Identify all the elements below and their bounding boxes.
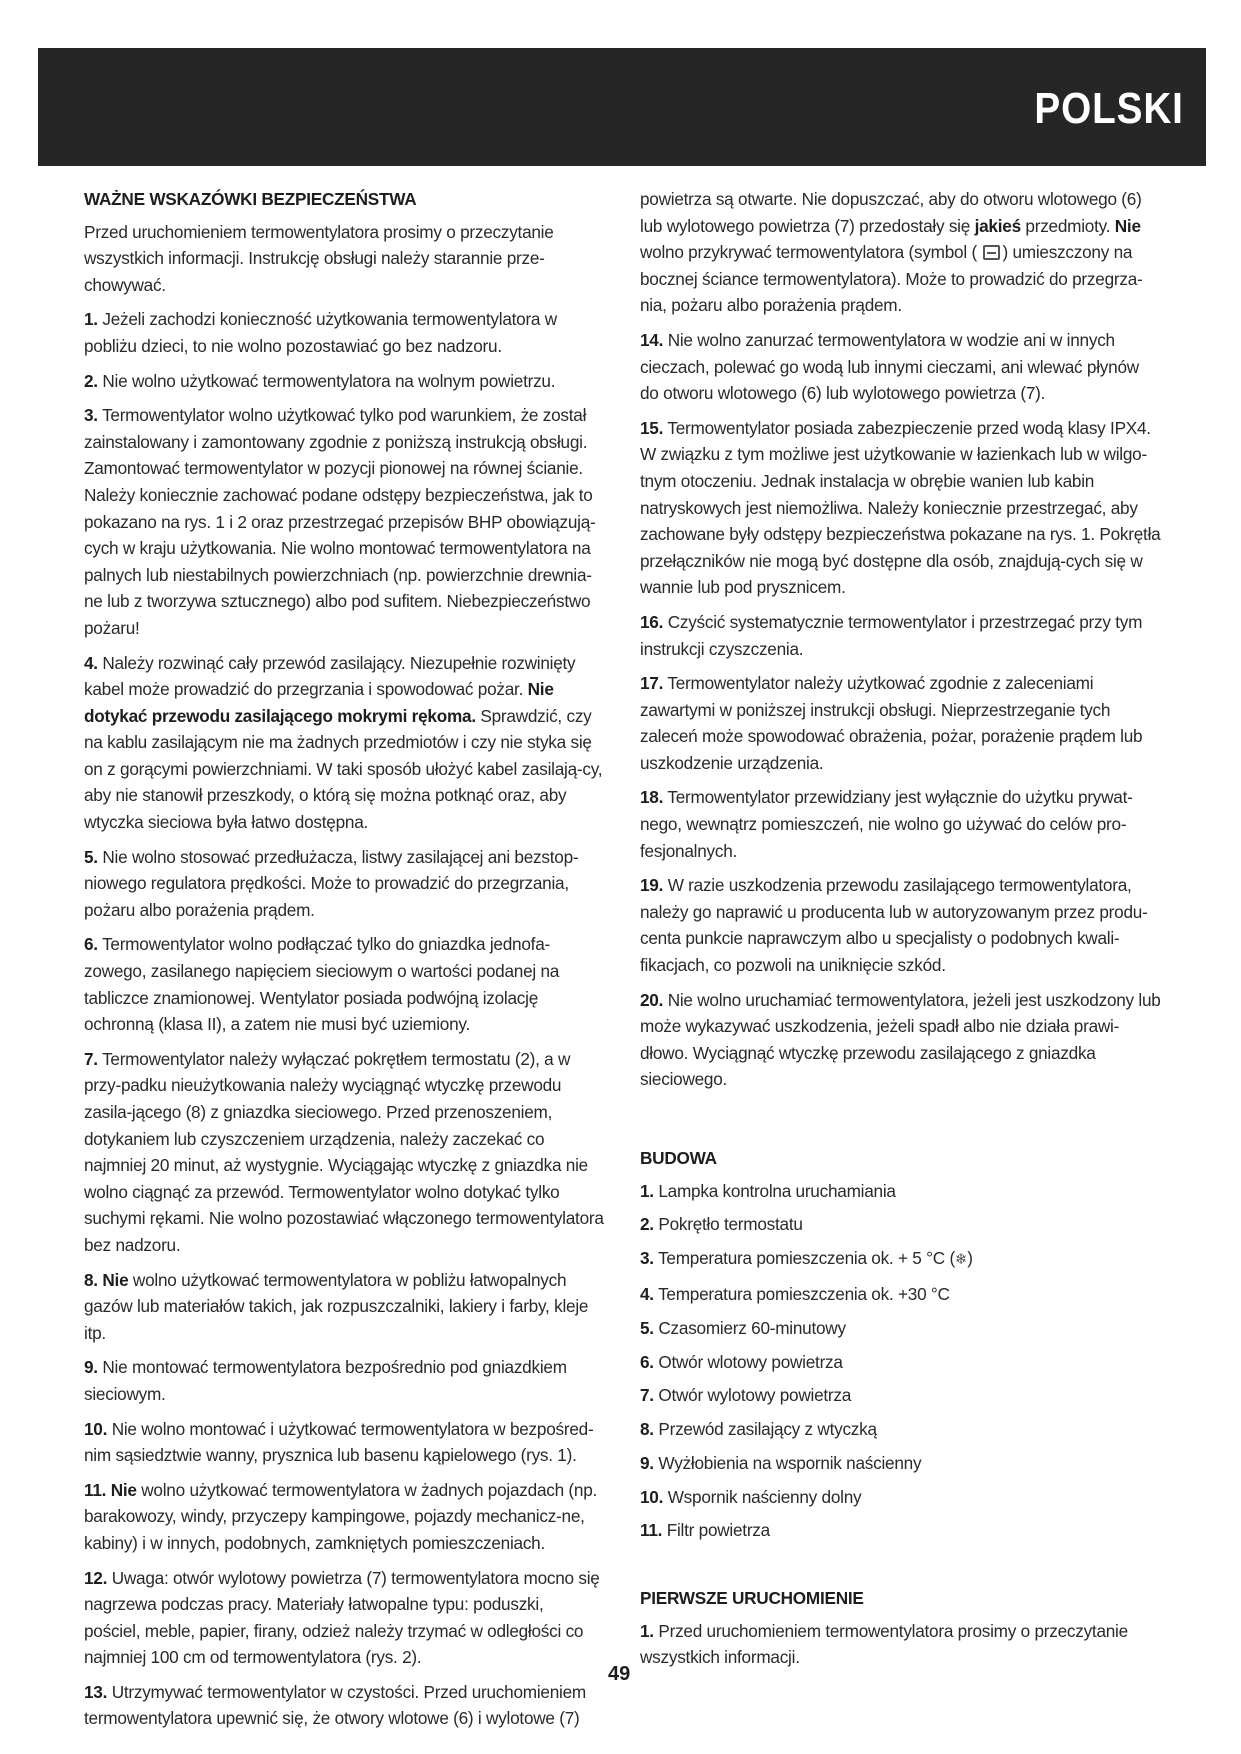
page-number: 49 <box>608 1663 631 1685</box>
item-number: 17. <box>640 673 664 694</box>
item-bold-warning: Nie dotykać przewodu zasilającego mokrymi rękoma. <box>84 679 554 726</box>
safety-item-19 <box>640 872 1162 978</box>
item-text-cont: Sprawdzić, czy na kablu zasilającym nie ma żadnych przedmiotów i czy nie styka się on z gorącymi powierzchniami. W taki sposób ułożyć kabel zasilają-cy, aby nie stanowił przeszkody, o którą się można potknąć oraz, aby wtyczka sieciowa była łatwo dostępna. <box>84 705 603 833</box>
first-use-item-1 <box>640 1618 1162 1671</box>
item-text: Jeżeli zachodzi konieczność użytkowania termowentylatora w pobliżu dzieci, to nie wolno pozostawiać go bez nadzoru. <box>84 309 557 356</box>
item-text-end: ) <box>967 1248 973 1269</box>
item-lead: Nie <box>102 1269 129 1290</box>
item-text: wolno użytkować termowentylatora w pobliżu łatwopalnych gazów lub materiałów takich, jak rozpuszczalniki, lakiery i farby, kleje itp. <box>84 1269 589 1343</box>
item-text: Otwór wlotowy powietrza <box>658 1351 843 1372</box>
item-number: 15. <box>640 417 664 438</box>
item-text: Pokrętło termostatu <box>658 1214 803 1235</box>
budowa-item-10 <box>640 1484 1162 1511</box>
item-text: W razie uszkodzenia przewodu zasilającego termowentylatora, należy go naprawić u producenta lub w autoryzowanym przez produ-centa punkcie naprawczym albo u specjalisty o podobnych kwali-fikacjach, co pozwoli na uniknięcie szkód. <box>640 875 1148 976</box>
item-number: 6. <box>84 934 98 955</box>
safety-item-3 <box>84 402 604 641</box>
item-text: Czasomierz 60-minutowy <box>658 1317 846 1338</box>
safety-item-14 <box>640 327 1162 407</box>
item-number: 1. <box>84 309 98 330</box>
safety-item-6 <box>84 931 604 1037</box>
budowa-item-4 <box>640 1281 1162 1308</box>
budowa-item-3 <box>640 1245 1162 1274</box>
budowa-heading: BUDOWA <box>640 1148 717 1168</box>
item-text: Termowentylator przewidziany jest wyłącznie do użytku prywat-nego, wewnątrz pomieszczeń, nie wolno go używać do celów pro-fesjonalnych. <box>640 787 1133 861</box>
item-text: przedmioty. <box>1025 215 1111 236</box>
item-number: 5. <box>640 1317 654 1338</box>
item-number: 9. <box>640 1452 654 1473</box>
budowa-item-6 <box>640 1349 1162 1376</box>
safety-item-5 <box>84 844 604 924</box>
item-number: 18. <box>640 787 664 808</box>
safety-item-17 <box>640 670 1162 776</box>
budowa-item-11 <box>640 1517 1162 1544</box>
item-number: 10. <box>640 1486 664 1507</box>
item-number: 20. <box>640 989 664 1010</box>
item-text: Temperatura pomieszczenia ok. + 5 °C ( <box>658 1248 955 1269</box>
item-text: Nie montować termowentylatora bezpośrednio pod gniazdkiem sieciowym. <box>84 1357 567 1404</box>
item-text: Nie wolno montować i użytkować termowentylatora w bezpośred-nim sąsiedztwie wanny, prysznica lub basenu kąpielowego (rys. 1). <box>84 1418 594 1466</box>
budowa-item-8 <box>640 1416 1162 1443</box>
item-text: Przewód zasilający z wtyczką <box>658 1419 877 1440</box>
safety-item-7 <box>84 1046 604 1259</box>
safety-heading: WAŻNE WSKAZÓWKI BEZPIECZEŃSTWA <box>84 189 417 209</box>
item-text: powietrza są otwarte. Nie dopuszczać, aby do otworu wlotowego (6) lub wylotowego powietrza (7) przedostały się <box>640 189 1142 236</box>
left-column <box>84 186 604 1740</box>
item-number: 16. <box>640 611 664 632</box>
item-text: Należy rozwinąć cały przewód zasilający. Niezupełnie rozwinięty kabel może prowadzić do przegrzania i spowodować pożar. <box>84 652 576 700</box>
item-number: 1. <box>640 1180 654 1201</box>
item-text: Termowentylator należy użytkować zgodnie z zaleceniami zawartymi w poniższej instrukcji obsługi. Nieprzestrzeganie tych zaleceń może spowodować obrażenia, pożar, porażenie prądem lub uszkodzenie urządzenia. <box>640 673 1143 773</box>
item-number: 3. <box>640 1248 654 1269</box>
safety-item-2 <box>84 368 604 395</box>
budowa-item-7 <box>640 1382 1162 1409</box>
safety-item-4 <box>84 650 604 836</box>
safety-item-15 <box>640 415 1162 601</box>
item-number: 2. <box>84 370 98 391</box>
right-column <box>640 186 1162 1679</box>
item-number: 1. <box>640 1620 654 1641</box>
item-number: 4. <box>84 652 98 673</box>
header-bar <box>38 48 1206 166</box>
item-bold-word: jakieś <box>974 215 1021 236</box>
item-number: 7. <box>84 1048 98 1069</box>
item-number: 11. <box>640 1520 663 1541</box>
safety-item-9 <box>84 1354 604 1407</box>
item-text: Termowentylator wolno użytkować tylko pod warunkiem, że został zainstalowany i zamontowany zgodnie z poniższą instrukcją obsługi. Zamontować termowentylator w pozycji pionowej na równej ścianie. Należy koniecznie zachować podane odstępy bezpieczeństwa, jak to pokazano na rys. 1 i 2 oraz przestrzegać przepisów BHP obowiązują-cych w kraju użytkowania. Nie wolno montować termowentylatora na palnych lub niestabilnych powierzchniach (np. powierzchnie drewnia-ne lub z tworzywa sztucznego) albo pod sufitem. Niebezpieczeństwo pożaru! <box>84 405 596 638</box>
item-text: Wyżłobienia na wspornik naścienny <box>658 1452 922 1473</box>
item-number: 4. <box>640 1283 654 1304</box>
item-text: Nie wolno użytkować termowentylatora na wolnym powietrzu. <box>102 370 556 391</box>
safety-item-16 <box>640 609 1162 662</box>
item-number: 3. <box>84 405 98 426</box>
item-text: Nie wolno stosować przedłużacza, listwy zasilającej ani bezstop-niowego regulatora prędkości. Może to prowadzić do przegrzania, pożaru albo porażenia prądem. <box>84 846 579 920</box>
item-number: 5. <box>84 846 98 867</box>
item-text: Filtr powietrza <box>666 1520 770 1541</box>
item-number: 12. <box>84 1567 108 1588</box>
item-bold-word: Nie <box>1114 215 1141 236</box>
safety-item-13-continued <box>640 186 1162 319</box>
item-number: 8. <box>640 1419 654 1440</box>
safety-intro: Przed uruchomieniem termowentylatora prosimy o przeczytanie wszystkich informacji. Instrukcję obsługi należy starannie prze-chowywać. <box>84 221 554 295</box>
budowa-item-9 <box>640 1450 1162 1477</box>
item-number: 13. <box>84 1681 108 1702</box>
safety-item-10 <box>84 1416 604 1469</box>
item-text: Otwór wylotowy powietrza <box>658 1385 852 1406</box>
item-text: Nie wolno uruchamiać termowentylatora, jeżeli jest uszkodzony lub może wykazywać uszkodzenia, jeżeli spadł albo nie działa prawi-dłowo. Wyciągnąć wtyczkę przewodu zasilającego z gniazdka sieciowego. <box>640 989 1161 1090</box>
budowa-item-5 <box>640 1315 1162 1342</box>
budowa-item-2 <box>640 1211 1162 1238</box>
item-text: Temperatura pomieszczenia ok. +30 °C <box>658 1283 950 1304</box>
item-number: 9. <box>84 1357 98 1378</box>
snowflake-icon: ❄ <box>954 1251 968 1269</box>
item-text: Termowentylator wolno podłączać tylko do gniazdka jednofa-zowego, zasilanego napięciem sieciowym o wartości podanej na tabliczce znamionowej. Wentylator posiada podwójną izolację ochronną (klasa II), a zatem nie musi być uziemiony. <box>84 934 560 1035</box>
item-text: Nie wolno zanurzać termowentylatora w wodzie ani w innych cieczach, polewać go wodą lub innymi cieczami, ani wlewać płynów do otworu wlotowego (6) lub wylotowego powietrza (7). <box>640 329 1139 404</box>
safety-item-12 <box>84 1565 604 1671</box>
safety-item-20 <box>640 987 1162 1093</box>
item-text: Termowentylator należy wyłączać pokrętłem termostatu (2), a w przy-padku nieużytkowania należy wyciągnąć wtyczkę przewodu zasila-jącego (8) z gniazdka sieciowego. Przed przenoszeniem, dotykaniem lub czyszczeniem urządzenia, należy zaczekać co najmniej 20 minut, aż wystygnie. Wyciągając wtyczkę z gniazdka nie wolno ciągnąć za przewód. Termowentylator wolno dotykać tylko suchymi rękami. Nie wolno pozostawiać włączonego termowentylatora bez nadzoru. <box>84 1048 604 1255</box>
item-text: Utrzymywać termowentylator w czystości. Przed uruchomieniem termowentylatora upewnić się, że otwory wlotowe (6) i wylotowe (7) <box>84 1681 586 1729</box>
item-number: 14. <box>640 329 664 350</box>
safety-item-13 <box>84 1679 604 1732</box>
item-text: Wspornik naścienny dolny <box>667 1486 862 1507</box>
item-text: Lampka kontrolna uruchamiania <box>658 1180 896 1201</box>
item-lead: Nie <box>110 1479 137 1500</box>
item-number: 11. <box>84 1479 107 1500</box>
item-text: Czyścić systematycznie termowentylator i przestrzegać przy tym instrukcji czyszczenia. <box>640 611 1143 659</box>
item-text: wolno użytkować termowentylatora w żadnych pojazdach (np. barakowozy, windy, przyczepy kampingowe, pojazdy mechanicz-ne, kabiny) i w innych, podobnych, zamkniętych pomieszczeniach. <box>84 1479 598 1553</box>
item-text: Przed uruchomieniem termowentylatora prosimy o przeczytanie wszystkich informacji. <box>640 1620 1128 1668</box>
item-number: 6. <box>640 1351 654 1372</box>
do-not-cover-icon <box>983 245 1000 260</box>
item-number: 2. <box>640 1214 654 1235</box>
language-label: POLSKI <box>1034 84 1184 133</box>
item-text: Uwaga: otwór wylotowy powietrza (7) termowentylatora mocno się nagrzewa podczas pracy. Materiały łatwopalne typu: poduszki, pościel, meble, papier, firany, odzież należy trzymać w odległości co najmniej 100 cm od termowentylatora (rys. 2). <box>84 1567 600 1668</box>
first-use-heading: PIERWSZE URUCHOMIENIE <box>640 1588 864 1609</box>
item-text: Termowentylator posiada zabezpieczenie przed wodą klasy IPX4. W związku z tym możliwe jest użytkowanie w łazienkach lub w wilgo-tnym otoczeniu. Jednak instalacja w obrębie wanien lub kabin natryskowych jest niemożliwa. Należy koniecznie przestrzegać, aby zachowane były odstępy bezpieczeństwa pokazane na rys. 1. Pokrętła przełączników nie mogą być dostępne dla osób, znajdują-cych się w wannie lub pod prysznicem. <box>640 417 1161 598</box>
item-text: ) umieszczony na bocznej ściance termowentylatora). Może to prowadzić do przegrza-nia, pożaru albo porażenia prądem. <box>640 242 1143 316</box>
safety-item-1 <box>84 306 604 359</box>
item-number: 10. <box>84 1418 108 1439</box>
item-number: 8. <box>84 1269 98 1290</box>
item-text: wolno przykrywać termowentylatora (symbol ( <box>640 242 977 263</box>
safety-item-11 <box>84 1477 604 1557</box>
budowa-item-1 <box>640 1178 1162 1205</box>
safety-item-8 <box>84 1267 604 1347</box>
item-number: 19. <box>640 875 664 896</box>
item-number: 7. <box>640 1385 654 1406</box>
safety-item-18 <box>640 784 1162 864</box>
